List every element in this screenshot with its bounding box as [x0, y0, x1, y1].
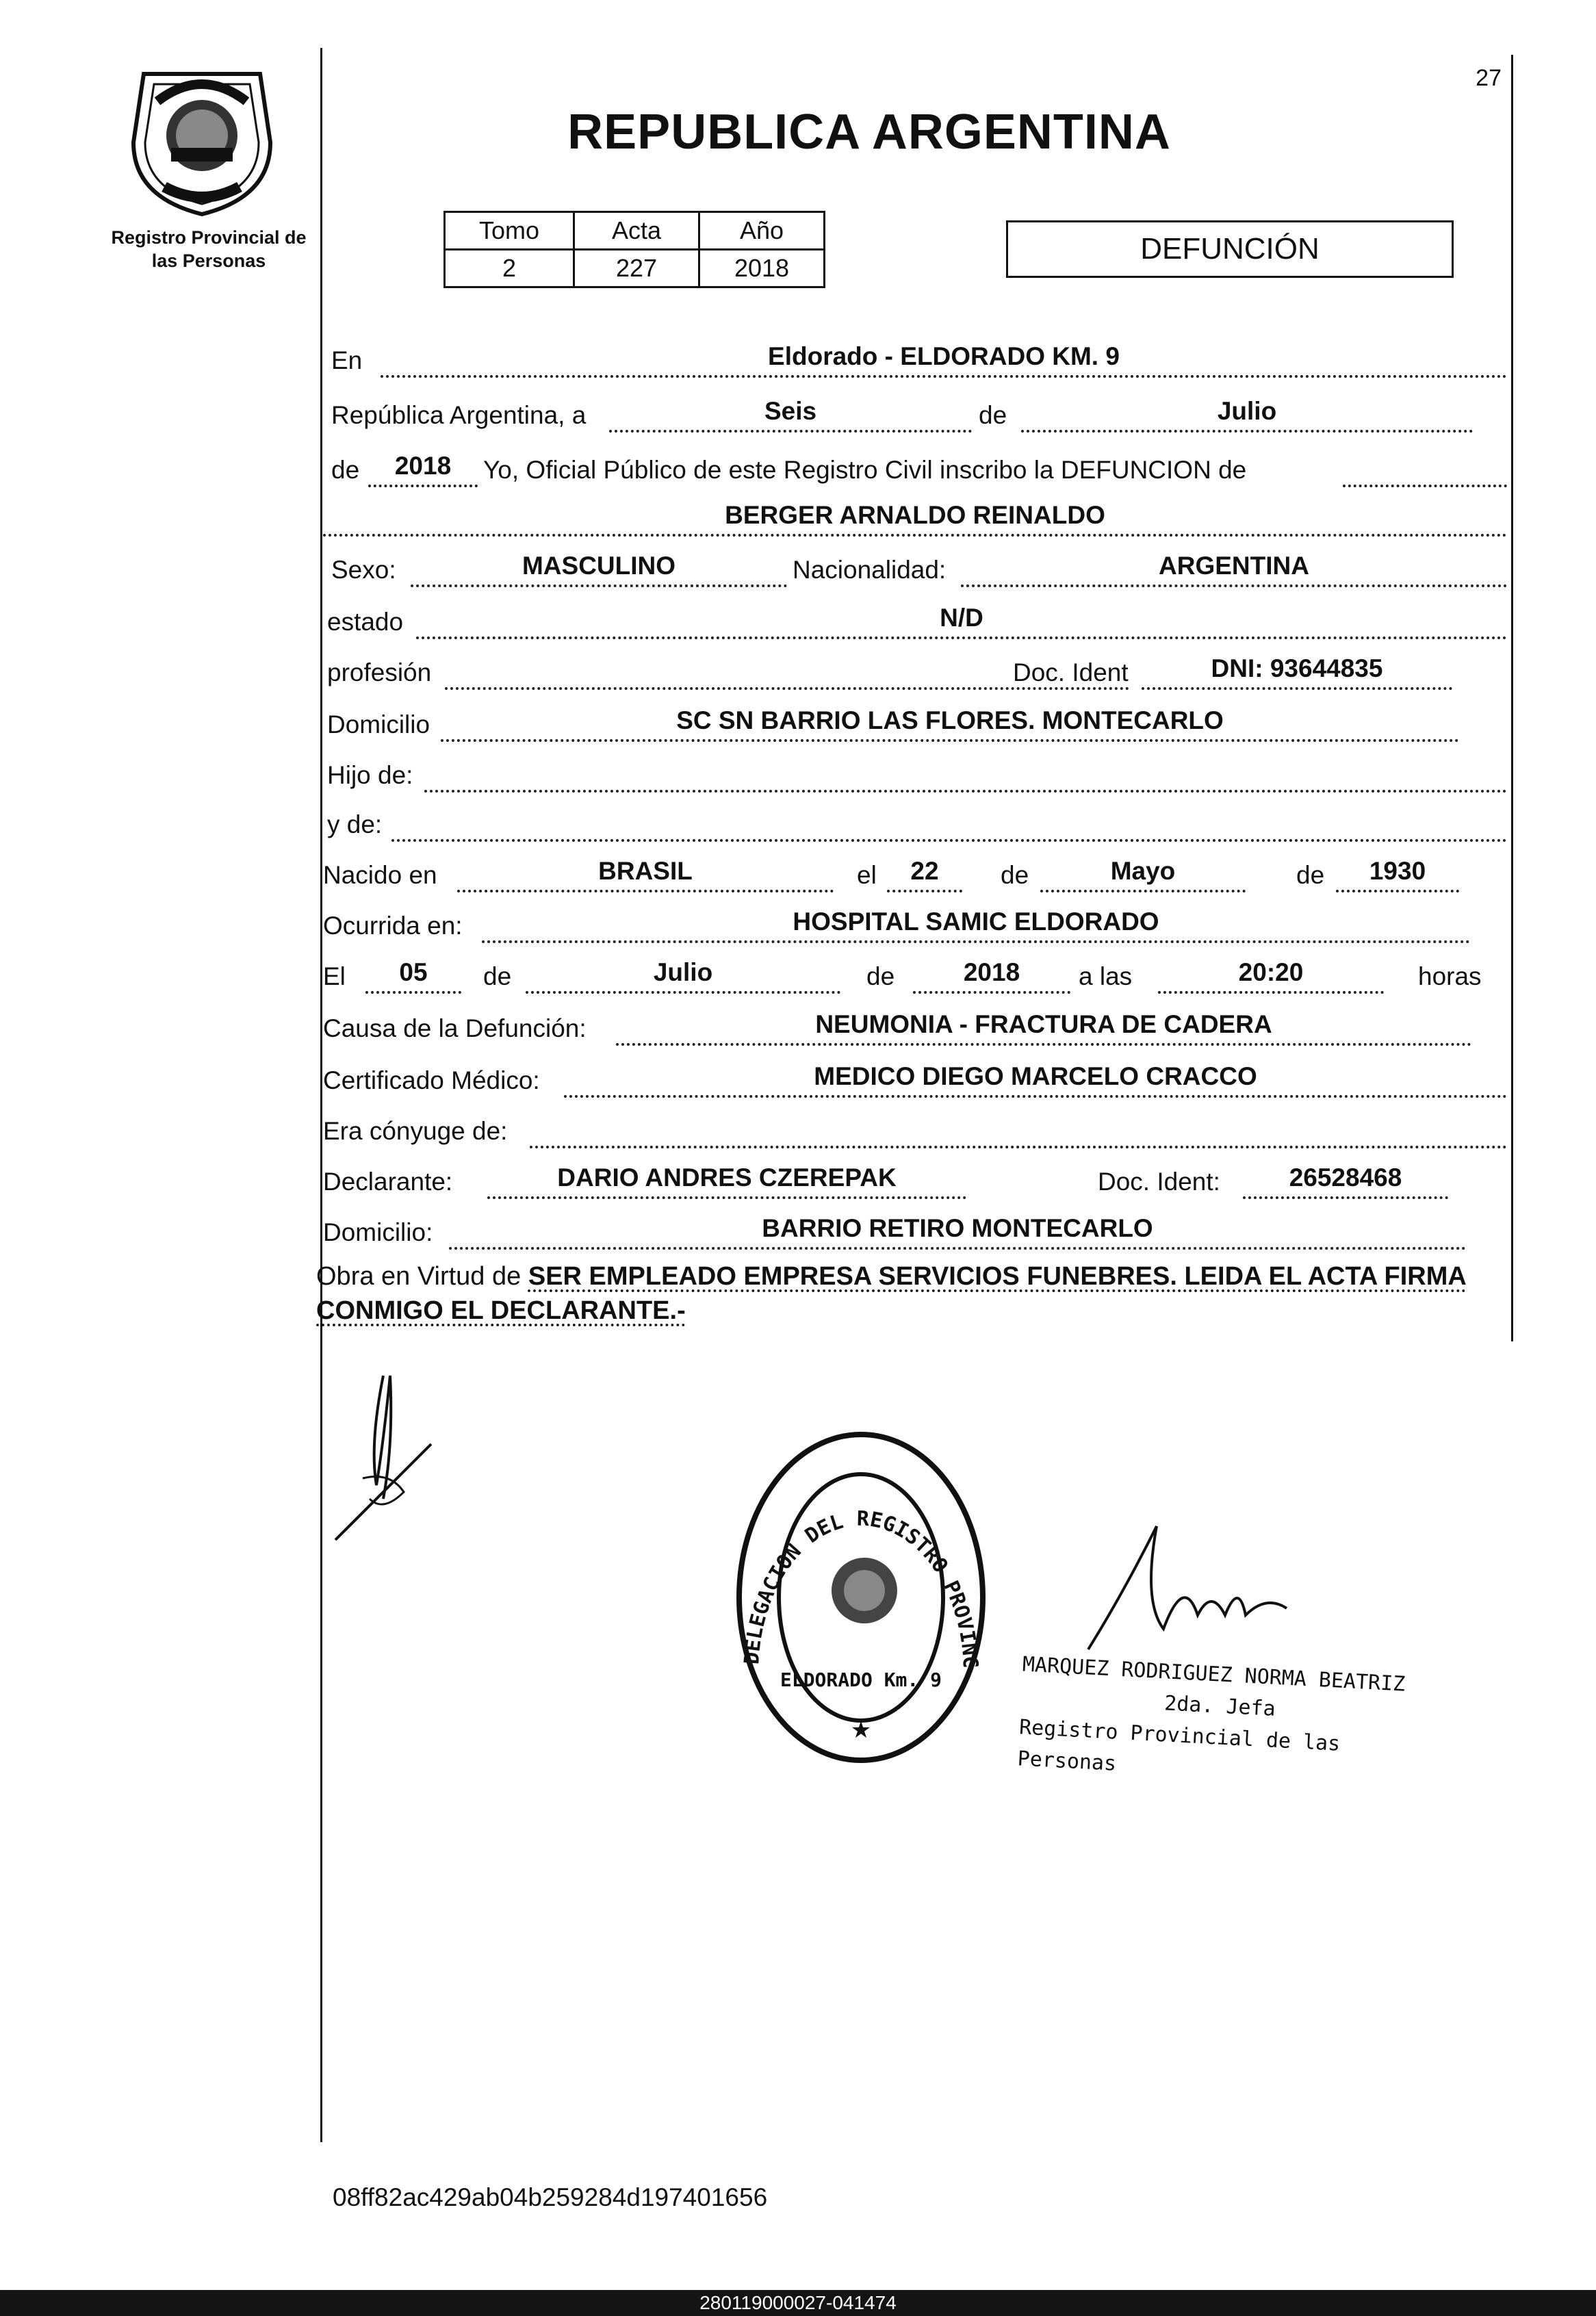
value-birth-day: 22 [910, 857, 939, 885]
field-death-day [365, 953, 461, 994]
value-birth-month: Mayo [1110, 857, 1176, 885]
label-republica: República Argentina, a [331, 401, 587, 429]
row-domicilio [323, 702, 1507, 746]
label-certificado: Certificado Médico: [323, 1066, 540, 1094]
label-sexo: Sexo: [331, 556, 396, 584]
value-tomo: 2 [445, 250, 574, 287]
label-conyuge: Era cónyuge de: [323, 1117, 508, 1145]
document-hash: 08ff82ac429ab04b259284d197401656 [333, 2183, 768, 2211]
header-acta: Acta [574, 212, 699, 250]
caption-line-2: las Personas [151, 250, 266, 271]
field-conyuge [530, 1107, 1507, 1148]
field-certificado [564, 1057, 1507, 1098]
field-doc [1142, 649, 1452, 690]
label-y-de: y de: [327, 810, 383, 838]
label-nacionalidad: Nacionalidad: [793, 556, 947, 584]
label-alas: a las [1079, 962, 1133, 990]
label-hijo: Hijo de: [327, 761, 413, 789]
row-inscribo [323, 448, 1507, 491]
registry-value-row [445, 250, 825, 287]
field-inscribo-tail [1343, 446, 1507, 487]
svg-text:★: ★ [850, 1717, 872, 1743]
row-certificado [323, 1058, 1507, 1102]
stamp-inner-text: ELDORADO Km. 9 [780, 1669, 942, 1691]
label-decl-doc: Doc. Ident: [1098, 1168, 1220, 1196]
footer-code: 280119000027-041474 [699, 2292, 897, 2313]
value-death-year: 2018 [963, 958, 1020, 986]
value-decl-domicilio: BARRIO RETIRO MONTECARLO [762, 1214, 1153, 1242]
officer-name: MARQUEZ RODRIGUEZ NORMA BEATRIZ [1022, 1652, 1406, 1697]
officer-role: 2da. Jefa [1163, 1691, 1276, 1721]
row-y-de [323, 802, 1507, 846]
label-decl-domicilio: Domicilio: [323, 1218, 433, 1246]
row-deceased-name [323, 497, 1507, 541]
svg-text:DELEGACION DEL REGISTRO PROVIN [731, 1426, 982, 1669]
field-declarante [487, 1158, 966, 1199]
field-ocurrida [482, 902, 1470, 943]
value-birth-year: 1930 [1369, 857, 1426, 885]
value-death-time: 20:20 [1238, 958, 1304, 986]
page-title: REPUBLICA ARGENTINA [567, 105, 1171, 159]
row-hijo [323, 753, 1507, 797]
label-el: el [857, 861, 877, 889]
row-profesion [323, 650, 1507, 694]
officer-signature-block [1017, 1649, 1406, 1794]
footer-code-bar [0, 2290, 1596, 2316]
label-horas: horas [1418, 962, 1482, 990]
value-death-day: 05 [399, 958, 428, 986]
row-decl-domicilio [323, 1210, 1507, 1254]
value-decl-doc: 26528468 [1289, 1163, 1402, 1192]
value-causa: NEUMONIA - FRACTURA DE CADERA [815, 1010, 1272, 1038]
header-anio: Año [699, 212, 825, 250]
value-anio: 2018 [699, 250, 825, 287]
row-nacido [323, 853, 1507, 897]
field-death-year [913, 953, 1070, 994]
label-el2: El [323, 962, 346, 990]
value-place: Eldorado - ELDORADO KM. 9 [768, 342, 1120, 370]
field-sexo [411, 546, 787, 587]
officer-office: Registro Provincial de las Personas [1016, 1715, 1341, 1776]
label-ocurrida: Ocurrida en: [323, 912, 463, 940]
field-nacionalidad [961, 546, 1507, 587]
field-birth-year [1336, 851, 1459, 892]
field-year [368, 446, 478, 487]
value-day-text: Seis [764, 397, 817, 425]
field-month [1021, 391, 1473, 433]
value-estado: N/D [940, 604, 983, 632]
field-birth-month [1040, 851, 1246, 892]
field-death-time [1158, 953, 1384, 994]
value-certificado: MEDICO DIEGO MARCELO CRACCO [814, 1062, 1257, 1090]
value-month: Julio [1217, 397, 1277, 425]
label-profesion: profesión [327, 658, 432, 686]
value-nacionalidad: ARGENTINA [1159, 552, 1309, 580]
label-death-de2: de [866, 962, 895, 990]
label-en: En [331, 346, 363, 374]
right-margin-line [1511, 55, 1513, 1341]
label-domicilio: Domicilio [327, 710, 430, 738]
value-domicilio: SC SN BARRIO LAS FLORES. MONTECARLO [676, 706, 1224, 734]
field-decl-doc [1243, 1158, 1448, 1199]
value-sexo: MASCULINO [522, 552, 676, 580]
field-birth-day [887, 851, 962, 892]
field-estado [416, 598, 1507, 639]
caption-line-1: Registro Provincial de [111, 227, 307, 248]
page-number: 27 [1476, 65, 1502, 91]
label-doc: Doc. Ident [1013, 658, 1129, 686]
label-death-de1: de [483, 962, 512, 990]
value-deceased-name: BERGER ARNALDO REINALDO [725, 501, 1105, 529]
field-day-text [609, 391, 972, 433]
row-conyuge [323, 1109, 1507, 1153]
row-causa [323, 1006, 1507, 1050]
value-obra: SER EMPLEADO EMPRESA SERVICIOS FUNEBRES. LEIDA EL ACTA FIRMA CONMIGO EL DECLARANTE.- [316, 1262, 1467, 1325]
declarant-signature [322, 1362, 459, 1571]
field-decl-domicilio [449, 1209, 1466, 1250]
field-death-month [526, 953, 840, 994]
left-margin-line [320, 48, 322, 2142]
row-place [323, 338, 1507, 382]
header-tomo: Tomo [445, 212, 574, 250]
label-birth-de1: de [1001, 861, 1029, 889]
value-death-month: Julio [653, 958, 713, 986]
registry-caption [96, 226, 322, 272]
field-hijo [424, 751, 1507, 793]
field-causa [616, 1005, 1471, 1046]
row-death-date [323, 954, 1507, 998]
province-seal-logo [116, 60, 287, 218]
value-ocurrida: HOSPITAL SAMIC ELDORADO [793, 908, 1159, 936]
delegation-stamp [731, 1426, 991, 1772]
stamp-outer-text: DELEGACION DEL REGISTRO PROVINC [740, 1506, 983, 1669]
label-causa: Causa de la Defunción: [323, 1014, 587, 1042]
row-declarante [323, 1159, 1507, 1203]
value-doc: DNI: 93644835 [1211, 654, 1383, 682]
label-de: de [979, 401, 1007, 429]
row-date [323, 393, 1507, 437]
record-type-box: DEFUNCIÓN [1006, 220, 1454, 278]
value-year: 2018 [394, 452, 452, 480]
value-acta: 227 [574, 250, 699, 287]
label-year-de: de [331, 456, 360, 484]
value-nacido-en: BRASIL [598, 857, 693, 885]
row-ocurrida [323, 903, 1507, 947]
obra-en-virtud [316, 1259, 1500, 1328]
label-nacido: Nacido en [323, 861, 437, 889]
label-inscribo: Yo, Oficial Público de este Registro Civil inscribo la DEFUNCION de [483, 456, 1247, 484]
label-obra: Obra en Virtud de [316, 1262, 522, 1291]
registry-table [443, 211, 825, 288]
row-estado [323, 600, 1507, 643]
value-declarante: DARIO ANDRES CZEREPAK [557, 1163, 897, 1192]
label-estado: estado [327, 608, 404, 636]
field-deceased-name [323, 496, 1507, 537]
row-sex-nationality [323, 548, 1507, 591]
field-y-de [391, 801, 1507, 842]
field-place [381, 337, 1507, 378]
label-declarante: Declarante: [323, 1168, 453, 1196]
field-domicilio [441, 701, 1459, 742]
label-birth-de2: de [1296, 861, 1325, 889]
registry-header-row [445, 212, 825, 250]
officer-signature [1081, 1513, 1307, 1667]
field-nacido-en [457, 851, 834, 892]
